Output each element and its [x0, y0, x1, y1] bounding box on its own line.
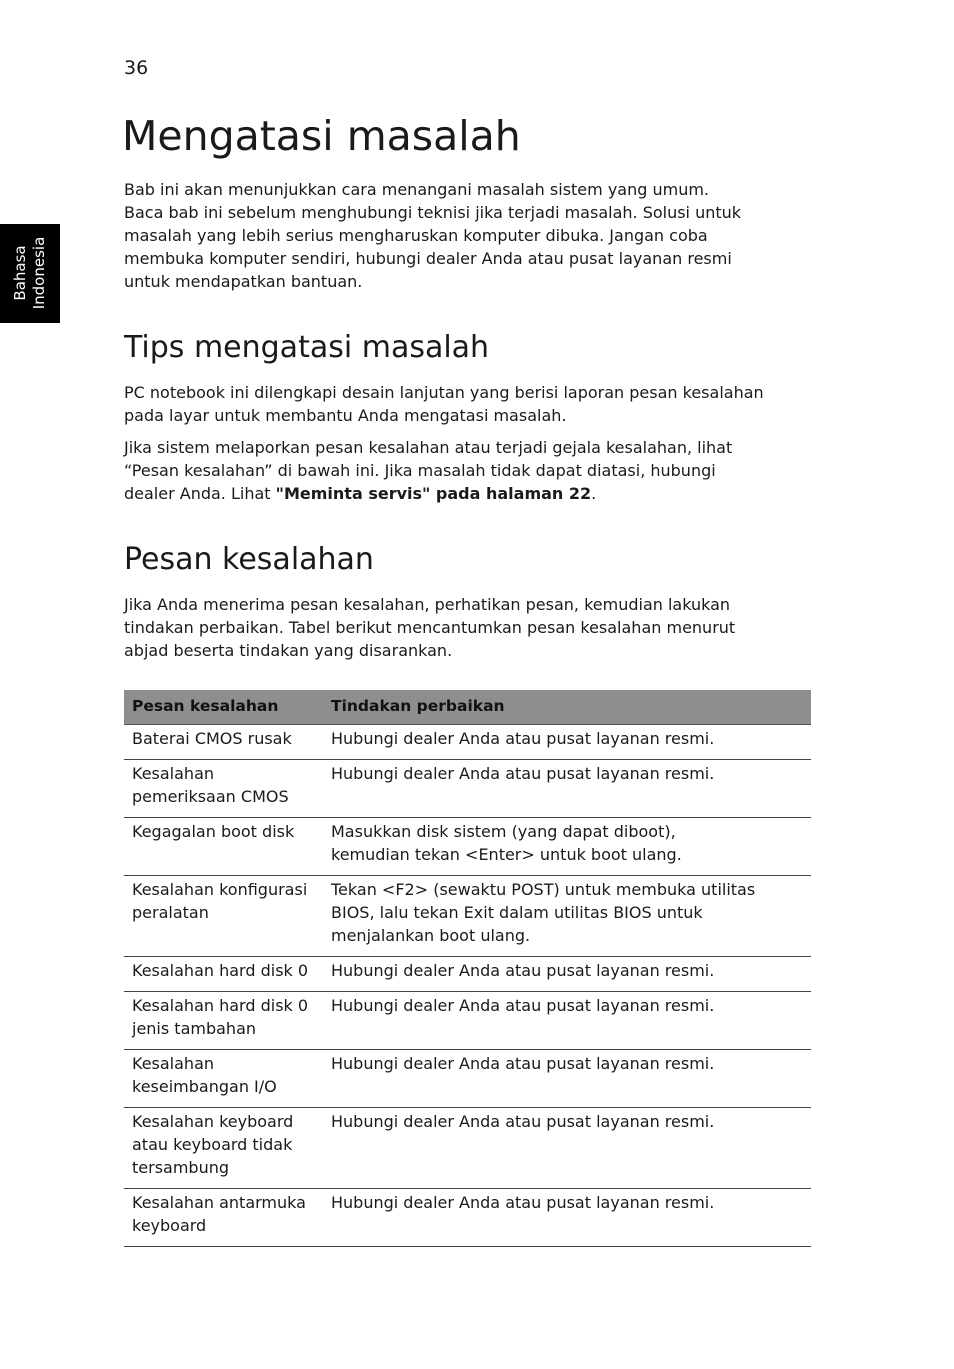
table-row: [124, 1050, 811, 1108]
table-header-row: [124, 690, 811, 725]
page-number: 36: [124, 57, 149, 79]
page-title: Mengatasi masalah: [122, 112, 521, 160]
error-message-cell: Kesalahan antarmuka keyboard: [124, 1189, 323, 1247]
corrective-action-cell: Masukkan disk sistem (yang dapat diboot), kemudian tekan <Enter> untuk boot ulang.: [323, 818, 811, 876]
table-row: [124, 1189, 811, 1247]
column-header-message: Pesan kesalahan: [124, 690, 323, 725]
error-messages-table: [124, 690, 811, 1247]
error-messages-intro: Jika Anda menerima pesan kesalahan, perhatikan pesan, kemudian lakukan tindakan perbaikan. Tabel berikut mencantumkan pesan kesalahan menurut abjad beserta tindakan yang disarankan.: [124, 595, 736, 660]
column-header-action: Tindakan perbaikan: [323, 690, 811, 725]
table-row: [124, 957, 811, 992]
table-row: [124, 818, 811, 876]
error-message-cell: Kesalahan pemeriksaan CMOS: [124, 760, 323, 818]
corrective-action-cell: Tekan <F2> (sewaktu POST) untuk membuka utilitas BIOS, lalu tekan Exit dalam utilitas BIOS untuk menjalankan boot ulang.: [323, 876, 811, 957]
error-message-cell: Kesalahan konfigurasi peralatan: [124, 876, 323, 957]
language-side-tab: [0, 224, 60, 323]
error-messages-heading: Pesan kesalahan: [124, 542, 374, 577]
tips-heading: Tips mengatasi masalah: [124, 330, 490, 365]
error-message-cell: Kegagalan boot disk: [124, 818, 323, 876]
table-row: [124, 760, 811, 818]
corrective-action-cell: Hubungi dealer Anda atau pusat layanan resmi.: [323, 957, 811, 992]
error-message-cell: Kesalahan hard disk 0 jenis tambahan: [124, 992, 323, 1050]
corrective-action-cell: Hubungi dealer Anda atau pusat layanan resmi.: [323, 725, 811, 760]
corrective-action-cell: Hubungi dealer Anda atau pusat layanan resmi.: [323, 1108, 811, 1189]
corrective-action-cell: Hubungi dealer Anda atau pusat layanan resmi.: [323, 1189, 811, 1247]
corrective-action-cell: Hubungi dealer Anda atau pusat layanan resmi.: [323, 992, 811, 1050]
exit-key-label: Exit: [463, 903, 494, 922]
table-row: [124, 1108, 811, 1189]
language-tab-label: Bahasa Indonesia: [11, 236, 48, 310]
f2-key-label: <F2>: [381, 880, 429, 899]
error-message-cell: Kesalahan hard disk 0: [124, 957, 323, 992]
intro-paragraph: Bab ini akan menunjukkan cara menangani masalah sistem yang umum. Baca bab ini sebelum menghubungi teknisi jika terjadi masalah. Solusi untuk masalah yang lebih serius mengharuskan komputer dibuka. Jangan coba membuka komputer sendiri, hubungi dealer Anda atau pusat layanan resmi untuk mendapatkan bantuan.: [124, 180, 742, 291]
table-row: [124, 876, 811, 957]
tips-paragraph-2: Jika sistem melaporkan pesan kesalahan atau terjadi gejala kesalahan, lihat “Pesan kesalahan” di bawah ini. Jika masalah tidak dapat diatasi, hubungi dealer Anda. Lihat "Meminta servis" pada halaman 22.: [124, 438, 733, 503]
table-row: [124, 992, 811, 1050]
error-message-cell: Kesalahan keseimbangan I/O: [124, 1050, 323, 1108]
error-message-cell: Baterai CMOS rusak: [124, 725, 323, 760]
enter-key-label: <Enter>: [465, 845, 535, 864]
table-row: [124, 725, 811, 760]
corrective-action-cell: Hubungi dealer Anda atau pusat layanan resmi.: [323, 1050, 811, 1108]
corrective-action-cell: Hubungi dealer Anda atau pusat layanan resmi.: [323, 760, 811, 818]
service-page-link[interactable]: "Meminta servis" pada halaman 22: [275, 484, 592, 503]
tips-paragraph-1: PC notebook ini dilengkapi desain lanjutan yang berisi laporan pesan kesalahan pada layar untuk membantu Anda mengatasi masalah.: [124, 383, 764, 425]
error-message-cell: Kesalahan keyboard atau keyboard tidak tersambung: [124, 1108, 323, 1189]
